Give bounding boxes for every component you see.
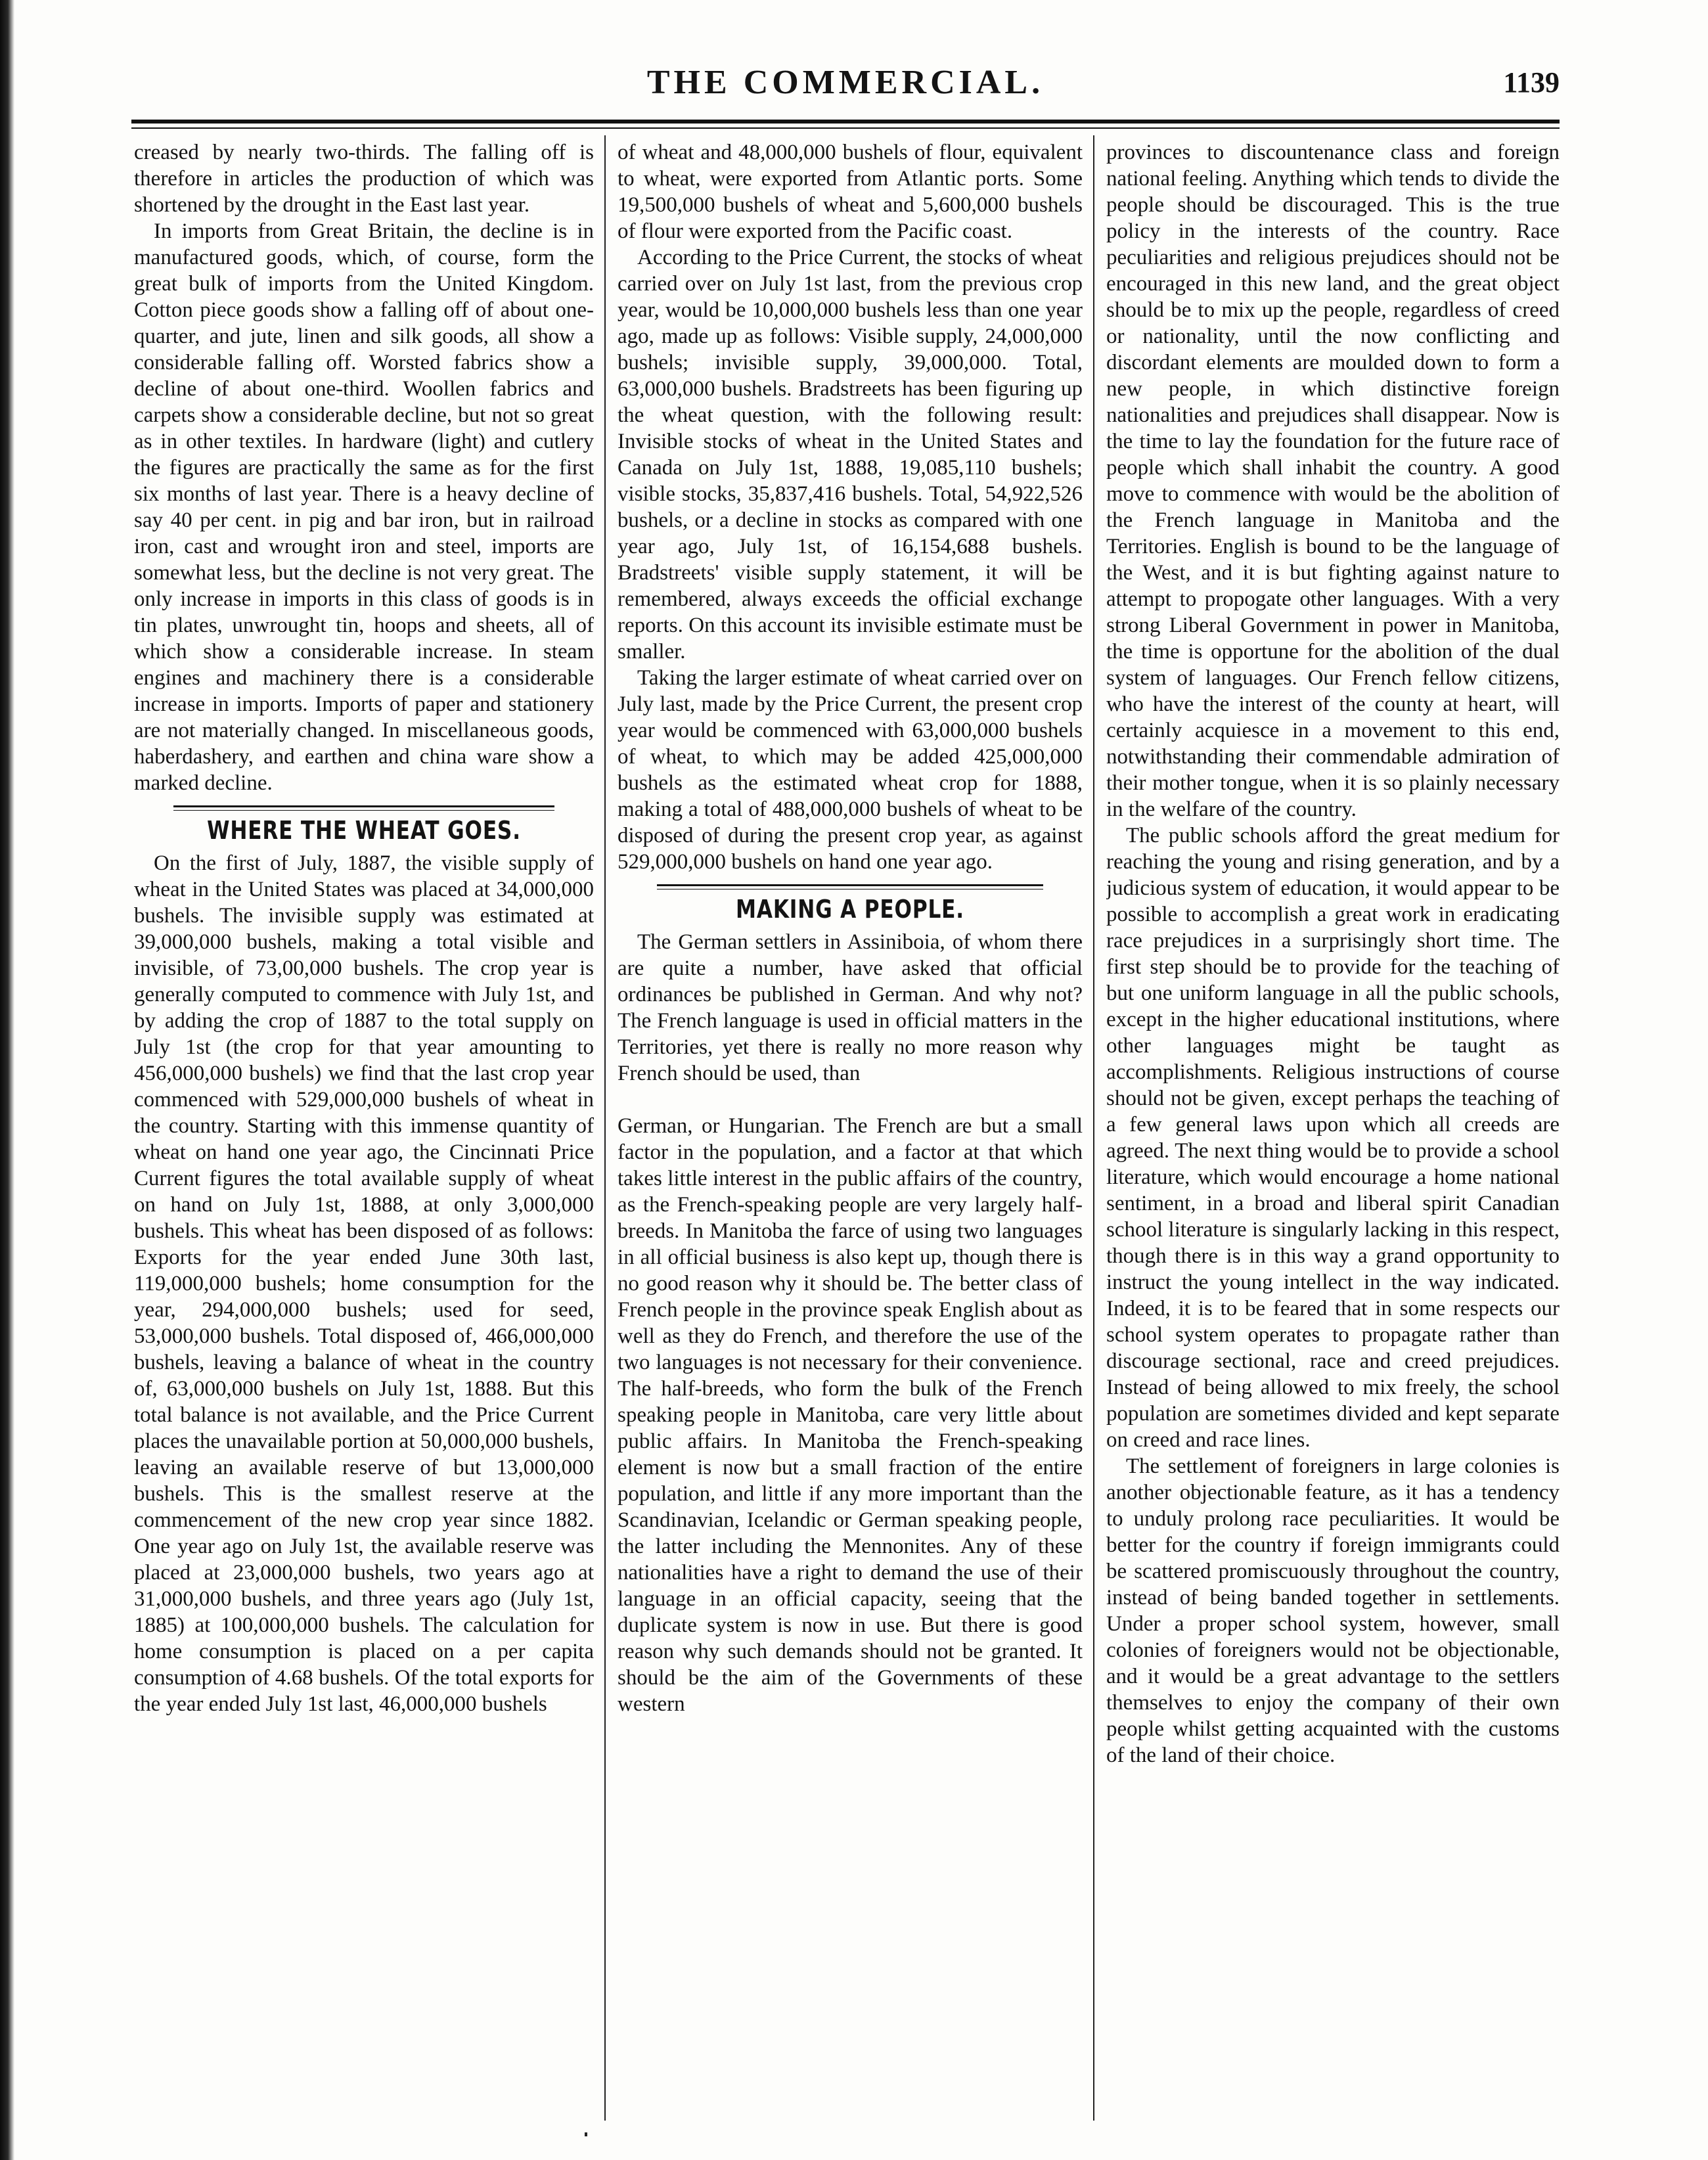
paragraph: The settlement of foreigners in large colonies is another objectionable feature, as it has a tendency to unduly prolong race peculiarities. It would be better for the country if foreign immigrants could be scattered promiscuously throughout the country, instead of being banded together in settlements. Under a proper school system, however, small colonies of foreigners would not be objectionable, and it would be a great advantage to the settlers themselves to enjoy the company of their own people whilst getting acquainted with the customs of the land of their choice. (1106, 1454, 1560, 1767)
paragraph: of wheat and 48,000,000 bushels of flour, equivalent to wheat, were exported from Atlantic ports. Some 19,500,000 bushels of wheat and 5,600,000 bushels of flour were exported from the Pacific coast. (618, 141, 1083, 243)
paragraph: creased by nearly two-thirds. The falling off is therefore in articles the production of which was shortened by the drought in the East last year. (134, 141, 594, 217)
page-number: 1139 (1503, 66, 1560, 99)
paragraph: The German settlers in Assiniboia, of whom there are quite a number, have asked that official ordinances be published in German. And why not? The French language is used in official matters in the Territories, yet there is really no more reason why French should be used, than (618, 930, 1083, 1085)
paragraph: On the first of July, 1887, the visible supply of wheat in the United States was placed at 34,000,000 bushels. The invisible supply was estimated at 39,000,000 bushels, making a total visible and invisible, of 73,00,000 bushels. The crop year is generally computed to commence with July 1st, and by adding the crop of 1887 to the total supply on July 1st (the crop for that year amounting to 456,000,000 bushels) we find that the last crop year commenced with 529,000,000 bushels of wheat in the country. Starting with this immense quantity of wheat on hand one year ago, the Cincinnati Price Current figures the total available supply of wheat on hand on July 1st, 1888, at only 3,000,000 bushels. This wheat has been disposed of as follows: Exports for the year ended June 30th last, 119,000,000 bushels; home consumption for the year, 294,000,000 bushels; used for seed, 53,000,000 bushels. Total disposed of, 466,000,000 bushels, leaving a balance of wheat in the country of, 63,000,000 bushels on July 1st, 1888. But this total balance is not available, and the Price Current places the unavailable portion at 50,000,000 bushels, leaving an available reserve of but 13,000,000 bushels. This is the smallest reserve at the commencement of the new crop year since 1882. One year ago on July 1st, the available reserve was placed at 23,000,000 bushels, two years ago at 31,000,000 bushels, and three years ago (July 1st, 1885) at 100,000,000 bushels. The calculation for home consumption is placed on a per capita consumption of 4.68 bushels. Of the total exports for the year ended July 1st last, 46,000,000 bushels (134, 851, 594, 1716)
column-right (1106, 139, 1560, 2117)
paragraph: provinces to discountenance class and foreign national feeling. Anything which tends to divide the people should be discouraged. This is the true policy in the interests of the country. Race peculiarities and religious prejudices should not be encouraged in this new land, and the great object should be to mix up the people, regardless of creed or nationality, until the now conflicting and discordant elements are moulded down to form a new people, in which distinctive foreign nationalities and prejudices shall disappear. Now is the time to lay the foundation for the future race of people which shall inhabit the country. A good move to commence with would be the abolition of the French language in Manitoba and the Territories. English is bound to be the language of the West, and it is but fighting against nature to attempt to propogate other languages. With a very strong Liberal Government in power in Manitoba, the time is opportune for the abolition of the dual system of languages. Our French fellow citizens, who have the interest of the county at heart, will certainly acquiesce in a movement to this end, notwithstanding their commendable admiration of their mother tongue, when it is so plainly necessary in the welfare of the country. (1106, 141, 1560, 821)
column-left (134, 139, 594, 2117)
paragraph: The public schools afford the great medium for reaching the young and rising generation, and by a judicious system of education, it would appear to be possible to accomplish a great work in eradicating race prejudices in a surprisingly short time. The first step should be to provide for the teaching of but one uniform language in all the public schools, except in the higher educational institutions, where other languages might be taught as accomplishments. Religious instructions of course should not be given, except perhaps the teaching of a few general laws upon which all creeds are agreed. The next thing would be to provide a school literature, which would encourage a home national sentiment, in a broad and liberal spirit Canadian school literature is singularly lacking in this respect, though there is in this way a grand opportunity to instruct the young intellect in the way indicated. Indeed, it is to be feared that in some respects our school system operates to propagate rather than discourage sectional, race and creed prejudices. Instead of being allowed to mix freely, the school population are sometimes divided and kept separate on creed and race lines. (1106, 824, 1560, 1452)
paragraph: German, or Hungarian. The French are but a small factor in the population, and a factor at that which takes little interest in the public affairs of the country, as the French-speaking people are very largely half-breeds. In Manitoba the farce of using two languages in all official business is also kept up, though there is no good reason why it should be. The better class of French people in the province speak English about as well as they do French, and therefore the use of the two languages is not necessary for their convenience. The half-breeds, who form the bulk of the French speaking people in Manitoba, care very little about public affairs. In Manitoba the French-speaking element is now but a small fraction of the entire population, and little if any more important than the Scandinavian, Icelandic or German speaking people, the latter including the Mennonites. Any of these nationalities have a right to demand the use of their language in an official capacity, seeing that the duplicate system is now in use. But there is good reason why such demands should not be granted. It should be the aim of the Governments of these western (618, 1114, 1083, 1716)
article-heading: MAKING A PEOPLE. (736, 895, 964, 924)
print-mark (585, 2132, 587, 2136)
masthead (131, 63, 1560, 110)
paragraph: In imports from Great Britain, the decline is in manufactured goods, which, of course, form the great bulk of imports from the United Kingdom. Cotton piece goods show a falling off of about one-quarter, and jute, linen and silk goods, all show a considerable falling off. Worsted fabrics show a decline of about one-third. Woollen fabrics and carpets show a considerable decline, but not so great as in other textiles. In hardware (light) and cutlery the figures are practically the same as for the first six months of last year. There is a heavy decline of say 40 per cent. in pig and bar iron, but in railroad iron, cast and wrought iron and steel, imports are somewhat less, but the decline is not very great. The only increase in imports in this class of goods is in tin plates, unwrought tin, hoops and sheets, all of which show a considerable increase. In steam engines and machinery there is a considerable increase in imports. Imports of paper and stationery are not materially changed. In miscellaneous goods, haberdashery, and earthen and china ware show a marked decline. (134, 219, 594, 795)
newspaper-title: THE COMMERCIAL. (646, 64, 1045, 101)
masthead-rule-thin (131, 127, 1560, 129)
column-divider (604, 135, 606, 2121)
paragraph-gap (618, 1087, 1083, 1113)
section-rule (657, 884, 1043, 889)
column-middle (618, 139, 1083, 2117)
article-heading: WHERE THE WHEAT GOES. (207, 816, 521, 845)
section-rule (173, 805, 554, 811)
paragraph: According to the Price Current, the stocks of wheat carried over on July 1st last, from the previous crop year, would be 10,000,000 bushels less than one year ago, made up as follows: Visible supply, 24,000,000 bushels; invisible supply, 39,000,000. Total, 63,000,000 bushels. Bradstreets has been figuring up the wheat question, with the following result: Invisible stocks of wheat in the United States and Canada on July 1st, 1888, 19,085,110 bushels; visible stocks, 35,837,416 bushels. Total, 54,922,526 bushels, or a decline in stocks as compared with one year ago, July 1st, of 16,154,688 bushels. Bradstreets' visible supply statement, it will be remembered, always exceeds the official exchange reports. On this account its invisible estimate must be smaller. (618, 246, 1083, 664)
page-binding-edge (0, 0, 14, 2160)
masthead-rule-thick (131, 120, 1560, 124)
column-divider (1093, 135, 1094, 2121)
paragraph: Taking the larger estimate of wheat carried over on July last, made by the Price Current, the present crop year would be commenced with 63,000,000 bushels of wheat, to which may be added 425,000,000 bushels as the estimated wheat crop for 1888, making a total of 488,000,000 bushels of wheat to be disposed of during the present crop year, as against 529,000,000 bushels on hand one year ago. (618, 666, 1083, 874)
